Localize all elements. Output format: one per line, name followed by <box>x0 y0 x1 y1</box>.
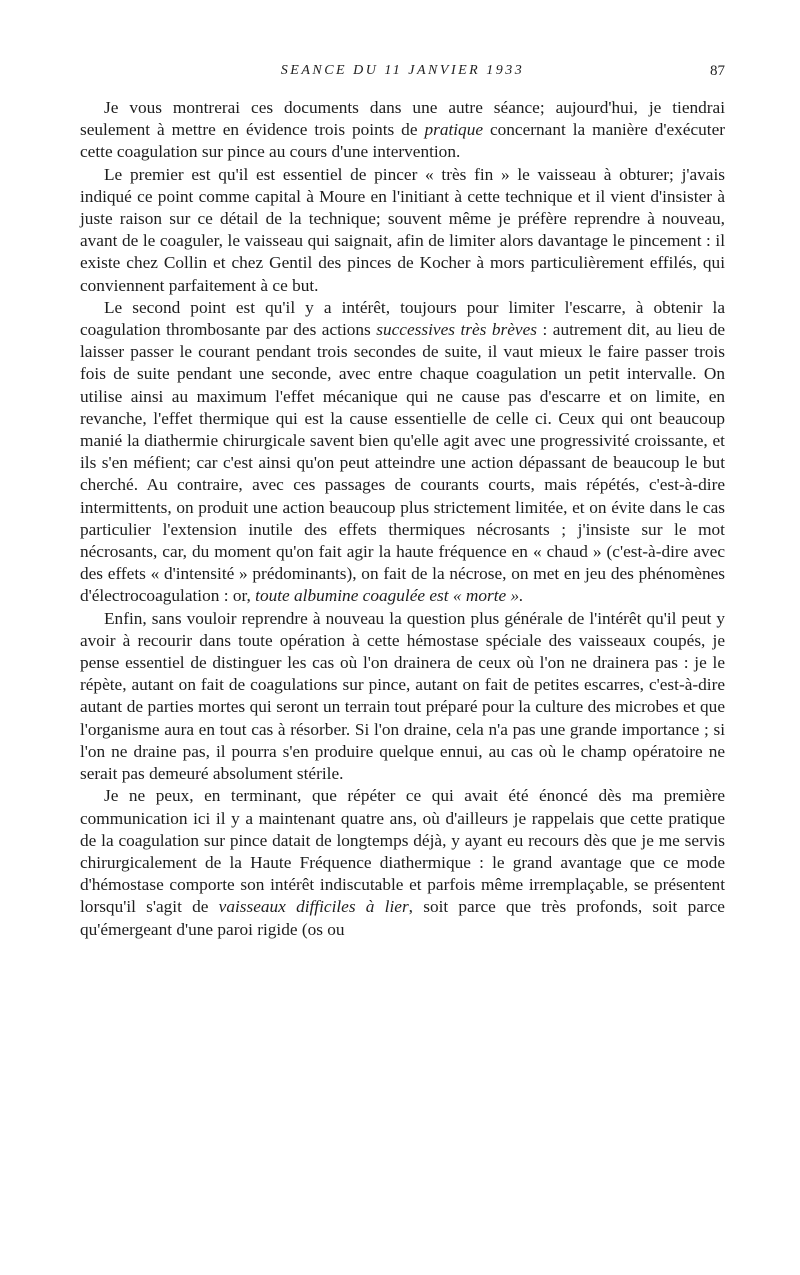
emphasis-albumine: toute albumine coagulée est « morte ». <box>255 586 524 606</box>
running-title: SEANCE DU 11 JANVIER 1933 <box>280 63 525 78</box>
paragraph-3: Le second point est qu'il y a intérêt, toujours pour limiter l'escarre, à obtenir la coagulation thrombosante par des actions successives très brèves : autrement dit, au lieu de laisser passer le courant pendant trois secondes de suite, il vaut mieux le faire passer trois fois de suite pendant une seconde, avec entre chaque coagulation un petit intervalle. On utilise ainsi au maximum l'effet mécanique qui ne cause pas d'escarre et on limite, en revanche, l'effet thermique qui est la cause essentielle de celle ci. Ceux qui ont beaucoup manié la diathermie chirurgicale savent bien qu'elle agit avec une progressivité croissante, et ils s'en méfient; car c'est ainsi qu'on peut atteindre une action dépassant de beaucoup le but cherché. Au contraire, avec ces passages de courants courts, mais répétés, c'est-à-dire intermittents, on produit une action beaucoup plus strictement limitée, et on évite dans le cas particulier l'extension inutile des effets thermiques nécrosants ; j'insiste sur le mot nécrosants, car, du moment qu'on fait agir la haute fréquence en « chaud » (c'est-à-dire avec des effets « d'intensité » prédominants), on fait de la nécrose, on met en jeu des phénomènes d'électrocoagulation : or, toute albumine coagulée est « morte ». <box>80 297 726 606</box>
paragraph-2: Le premier est qu'il est essentiel de pincer « très fin » le vaisseau à obturer; j'avais indiqué ce point comme capital à Moure en l'initiant à cette technique et il vient d'insister à juste raison sur ce détail de la technique; souvent même je préfère reprendre à nouveau, avant de le coaguler, le vaisseau qui saignait, afin de limiter alors davantage le pincement : il existe chez Collin et chez Gentil des pinces de Kocher à mors particulièrement effilés, qui conviennent parfaitement à ce but. <box>80 164 725 295</box>
running-header <box>80 61 725 85</box>
emphasis-successives: successives très brèves <box>376 320 537 340</box>
body-text <box>80 97 725 941</box>
emphasis-vaisseaux: vaisseaux difficiles à lier <box>218 897 409 917</box>
page-number: 87 <box>710 63 725 79</box>
paragraph-5: Je ne peux, en terminant, que répéter ce qui avait été énoncé dès ma première communication ici il y a maintenant quatre ans, où d'ailleurs je rappelais que cette pratique de la coagulation sur pince datait de longtemps déjà, y ayant eu recours dès que je me servis chirurgicalement de la Haute Fréquence diathermique : le grand avantage que ce mode d'hémostase comporte son intérêt indiscutable et parfois même irremplaçable, se présentent lorsqu'il s'agit de vaisseaux difficiles à lier, soit parce que très profonds, soit parce qu'émergeant d'une paroi rigide (os ou <box>80 786 725 939</box>
paragraph-1: Je vous montrerai ces documents dans une autre séance; aujourd'hui, je tiendrai seulement à mettre en évidence trois points de pratique concernant la manière d'exécuter cette coagulation sur pince au cours d'une intervention. <box>80 98 725 162</box>
paragraph-4: Enfin, sans vouloir reprendre à nouveau la question plus générale de l'intérêt qu'il peut y avoir à recourir dans toute opération à cette hémostase spéciale des vaisseaux coupés, je pense essentiel de distinguer les cas où l'on drainera de ceux où l'on ne drainera pas : je le répète, autant on fait de coagulations sur pince, autant on fait de petites escarres, c'est-à-dire autant de parties mortes qui seront un terrain tout préparé pour la culture des microbes et que l'organisme aura en tout cas à résorber. Si l'on draine, cela n'a pas une grande importance ; si l'on ne draine pas, il pourra s'en produire quelque ennui, au cas où le champ opératoire ne serait pas demeuré absolument stérile. <box>80 608 725 784</box>
emphasis-pratique: pratique <box>424 120 484 140</box>
